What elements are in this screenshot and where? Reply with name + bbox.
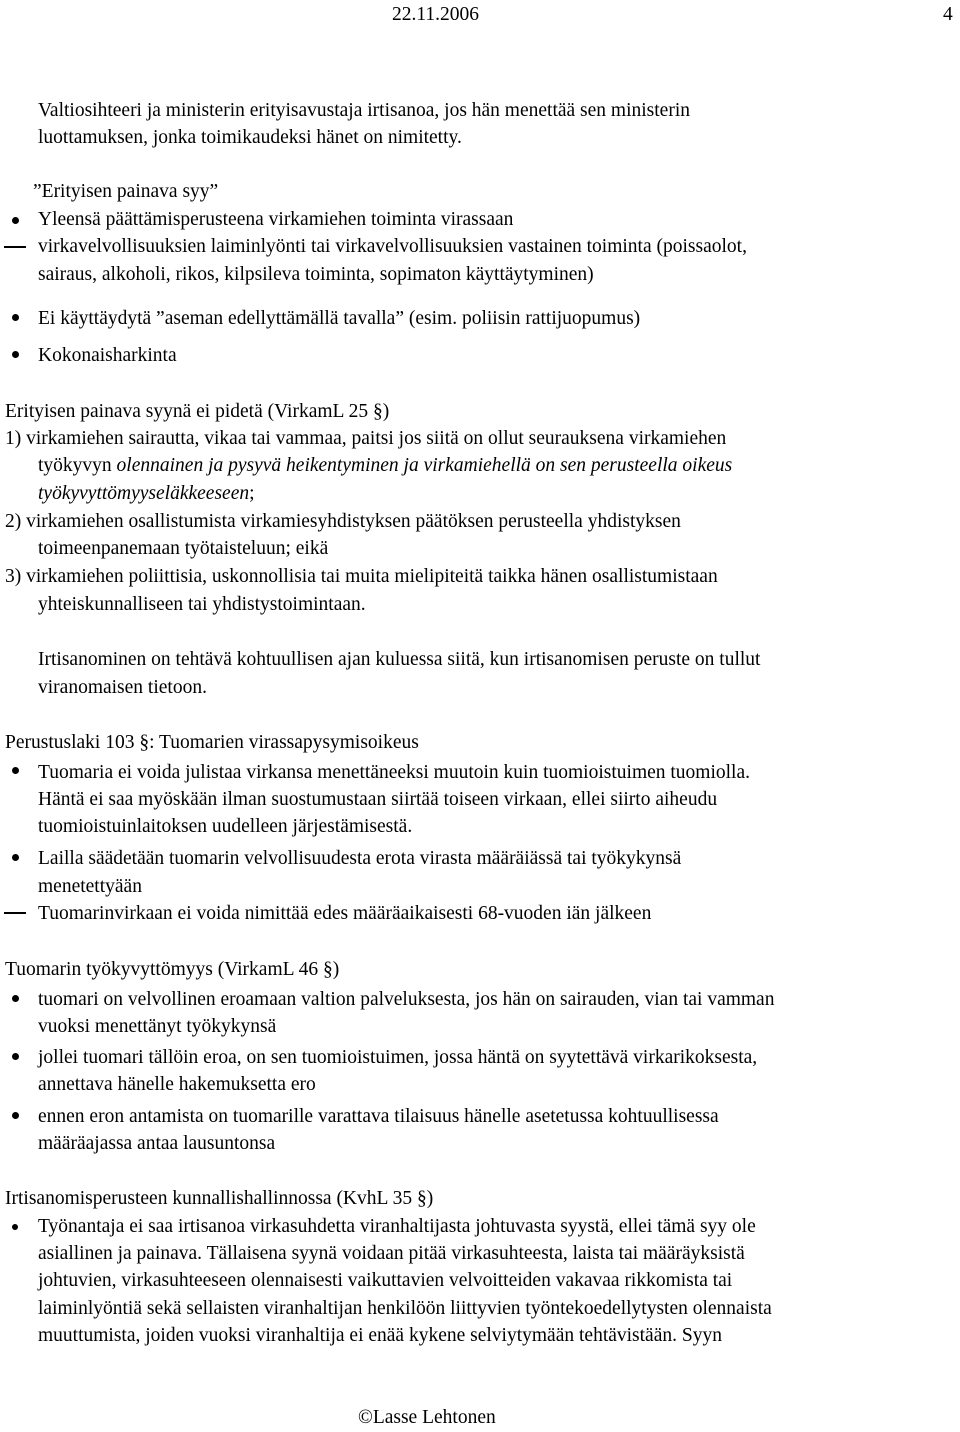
bullet-text: tuomioistuinlaitoksen uudelleen järjestämisestä. xyxy=(38,816,413,837)
bullet-text: asiallinen ja painava. Tällaisena syynä voidaan pitää virkasuhteesta, laista tai määräyksistä xyxy=(38,1243,745,1264)
paragraph-line: Irtisanominen on tehtävä kohtuullisen ajan kuluessa siitä, kun irtisanomisen peruste on tullut xyxy=(38,649,761,670)
bullet-text: vuoksi menettänyt työkykynsä xyxy=(38,1016,277,1037)
bullet-icon xyxy=(0,302,30,330)
section-title: ”Erityisen painava syy” xyxy=(33,181,219,202)
section-heading: Irtisanomisperusteen kunnallishallinnossa (KvhL 35 §) xyxy=(5,1188,434,1209)
bullet-text: tuomari on velvollinen eroamaan valtion palveluksesta, jos hän on sairauden, vian tai vamman xyxy=(38,989,775,1010)
bullet-text: jollei tuomari tällöin eroa, on sen tuomioistuimen, jossa häntä on syytettävä virkarikoksesta, xyxy=(38,1047,758,1068)
bullet-text: laiminlyöntiä sekä sellaisten viranhaltijan henkilöön liittyvien työntekoedellytysten olennaista xyxy=(38,1298,772,1319)
footer-author: ©Lasse Lehtonen xyxy=(358,1407,496,1428)
intro-line: Valtiosihteeri ja ministerin erityisavustaja irtisanoa, jos hän menettää sen ministerin xyxy=(38,100,691,121)
bullet-icon xyxy=(0,842,30,870)
bullet-text: Häntä ei saa myöskään ilman suostumustaan siirtää toiseen virkaan, ellei siirto aiheudu xyxy=(38,789,718,810)
dash-icon xyxy=(0,898,30,926)
bullet-text: määräajassa antaa lausuntonsa xyxy=(38,1133,276,1154)
bullet-text: annettava hänelle hakemuksetta ero xyxy=(38,1074,316,1095)
bullet-icon xyxy=(0,339,30,367)
bullet-icon xyxy=(0,205,30,233)
bullet-icon xyxy=(0,1211,30,1239)
list-item: 1) virkamiehen sairautta, vikaa tai vammaa, paitsi jos siitä on ollut seurauksena virkamiehen xyxy=(5,428,727,449)
bullet-text: Tuomaria ei voida julistaa virkansa menettäneeksi muutoin kuin tuomioistuimen tuomiolla. xyxy=(38,762,751,783)
bullet-icon xyxy=(0,1100,30,1128)
dash-icon xyxy=(0,232,30,260)
header-date: 22.11.2006 xyxy=(392,4,480,25)
list-item-continuation: työkyvyn olennainen ja pysyvä heikentyminen ja virkamiehellä on sen perusteella oikeus xyxy=(38,455,733,476)
bullet-text: johtuvien, virkasuhteeseen olennaisesti vaikuttavien velvoitteiden vakavaa rikkomista tai xyxy=(38,1270,733,1291)
bullet-text: muuttumista, joiden vuoksi viranhaltija ei enää kykene selviytymään tehtävistään. Syyn xyxy=(38,1325,722,1346)
section-heading: Erityisen painava syynä ei pidetä (VirkamL 25 §) xyxy=(5,401,390,422)
bullet-text: menetettyään xyxy=(38,876,142,897)
bullet-icon xyxy=(0,983,30,1011)
section-heading: Perustuslaki 103 §: Tuomarien virassapysymisoikeus xyxy=(5,732,419,753)
section-heading: Tuomarin työkyvyttömyys (VirkamL 46 §) xyxy=(5,959,340,980)
bullet-text: Lailla säädetään tuomarin velvollisuudesta erota virasta määräiässä tai työkykynsä xyxy=(38,848,682,869)
bullet-text: Työnantaja ei saa irtisanoa virkasuhdetta viranhaltijasta johtuvasta syystä, ellei tämä syy ole xyxy=(38,1216,756,1237)
page-number: 4 xyxy=(943,4,953,25)
bullet-text: Ei käyttäydytä ”aseman edellyttämällä tavalla” (esim. poliisin rattijuopumus) xyxy=(38,308,641,329)
list-item-continuation: yhteiskunnalliseen tai yhdistystoimintaan. xyxy=(38,594,366,615)
list-item: 3) virkamiehen poliittisia, uskonnollisia tai muita mielipiteitä taikka hänen osallistumistaan xyxy=(5,566,718,587)
list-item-continuation: toimeenpanemaan työtaisteluun; eikä xyxy=(38,538,329,559)
bullet-icon xyxy=(0,1041,30,1069)
list-item: 2) virkamiehen osallistumista virkamiesyhdistyksen päätöksen perusteella yhdistyksen xyxy=(5,511,681,532)
bullet-text: Kokonaisharkinta xyxy=(38,345,177,366)
bullet-text: ennen eron antamista on tuomarille varattava tilaisuus hänelle asetetussa kohtuullisessa xyxy=(38,1106,719,1127)
dash-text: virkavelvollisuuksien laiminlyönti tai virkavelvollisuuksien vastainen toiminta (poissaolot, xyxy=(38,236,747,257)
dash-text: Tuomarinvirkaan ei voida nimittää edes määräaikaisesti 68-vuoden iän jälkeen xyxy=(38,903,652,924)
paragraph-line: viranomaisen tietoon. xyxy=(38,677,207,698)
bullet-text: Yleensä päättämisperusteena virkamiehen toiminta virassaan xyxy=(38,209,514,230)
dash-text: sairaus, alkoholi, rikos, kilpsileva toiminta, sopimaton käyttäytyminen) xyxy=(38,264,594,285)
intro-line: luottamuksen, jonka toimikaudeksi hänet on nimitetty. xyxy=(38,127,462,148)
list-item-continuation: työkyvyttömyyseläkkeeseen; xyxy=(38,483,255,504)
bullet-icon xyxy=(0,755,30,783)
